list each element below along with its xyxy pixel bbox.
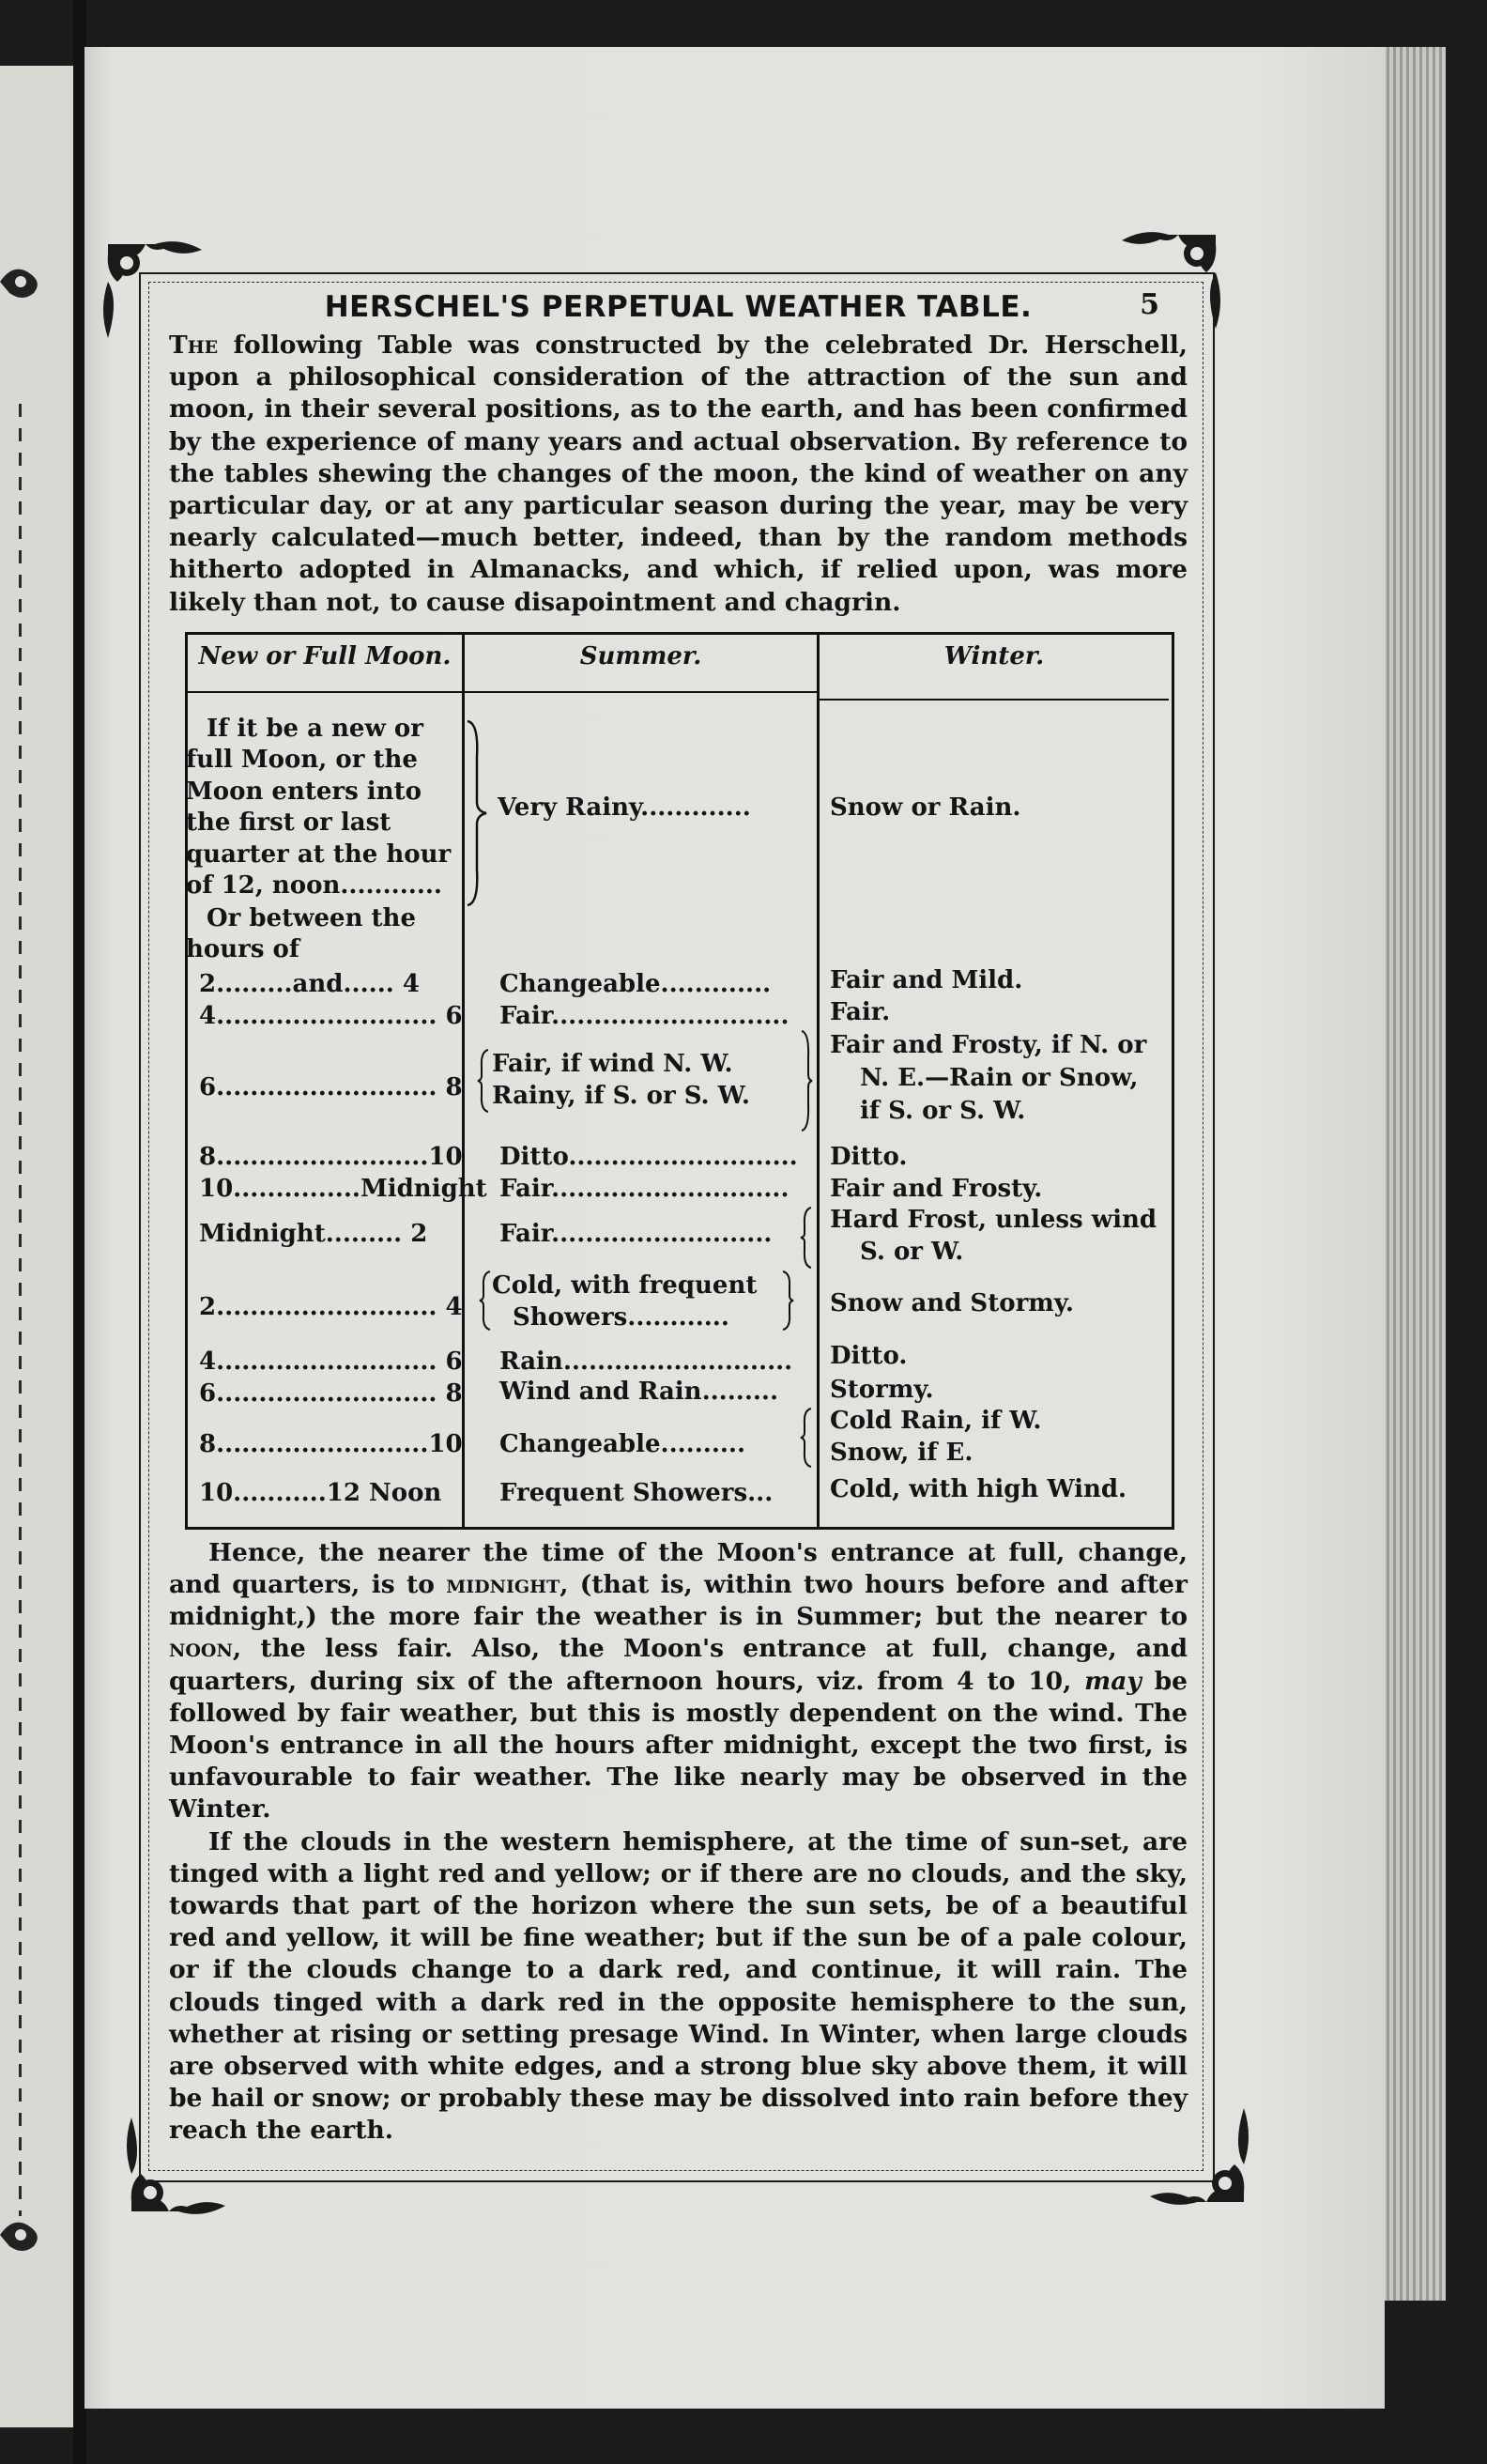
- row-summer: Changeable.............: [499, 969, 772, 998]
- row-moon: 4.......................... 6: [199, 1347, 463, 1376]
- row-winter: Snow and Stormy.: [830, 1288, 1074, 1317]
- brace-icon: [477, 1048, 490, 1114]
- moon-line: full Moon, or the: [186, 746, 418, 775]
- row-summer: Rain...........................: [499, 1347, 793, 1376]
- row-moon: 8.........................10: [199, 1142, 463, 1171]
- row-winter: Stormy.: [830, 1375, 934, 1404]
- row-winter: [830, 1405, 1041, 1469]
- row-moon: 10...............Midnight: [199, 1174, 487, 1203]
- winter-line: Hard Frost, unless wind: [830, 1205, 1157, 1234]
- row-summer: Fair..........................: [499, 1219, 773, 1248]
- row-summer: Fair............................: [499, 1174, 789, 1203]
- first-row-moon: [186, 714, 458, 902]
- header-new-or-full-moon: New or Full Moon.: [198, 641, 452, 670]
- row-winter: Cold, with high Wind.: [830, 1474, 1127, 1503]
- page-title: HERSCHEL'S PERPETUAL WEATHER TABLE.: [324, 290, 1033, 324]
- after-table-text: [169, 1537, 1188, 2148]
- row-moon: 8.........................10: [199, 1429, 463, 1458]
- summer-line: Rainy, if S. or S. W.: [492, 1081, 750, 1110]
- summer-line: Showers............: [513, 1302, 729, 1332]
- header-winter: Winter.: [943, 641, 1045, 670]
- hence-paragraph: [169, 1537, 1188, 1826]
- row-moon: 2.......................... 4: [199, 1292, 463, 1321]
- winter-line: if S. or S. W.: [860, 1096, 1026, 1125]
- between-heading: [186, 903, 458, 966]
- may-text: may: [1084, 1666, 1142, 1696]
- column-divider: [817, 635, 820, 1527]
- header-rule: [188, 691, 462, 693]
- row-moon: Midnight......... 2: [199, 1219, 428, 1248]
- winter-line: N. E.—Rain or Snow,: [860, 1063, 1139, 1092]
- row-winter: Ditto.: [830, 1341, 908, 1370]
- row-winter: [830, 1029, 1146, 1128]
- intro-paragraph: [169, 330, 1188, 619]
- row-winter: Fair and Frosty.: [830, 1174, 1043, 1203]
- row-moon: 4.......................... 6: [199, 1001, 463, 1030]
- row-winter: Fair and Mild.: [830, 965, 1023, 994]
- between-line: hours of: [186, 935, 300, 964]
- text-run: , the less fair. Also, the Moon's entrance at full, change, and quarters, during six of the afternoon hours, viz. from 4 to 10,: [169, 1634, 1188, 1696]
- winter-line: Snow, if E.: [830, 1438, 973, 1467]
- row-winter: Fair.: [830, 997, 891, 1026]
- intro-text: following Table was constructed by the celebrated Dr. Herschell, upon a philosophical consideration of the attraction of the sun and moon, in their several positions, as to the earth, and has been confirmed by the experience of many years and actual observation. By reference to the tables shewing the changes of the moon, the kind of weather on any particular day, or at any particular season during the year, may be very nearly calculated—much better, indeed, than by the random methods hitherto adopted in Almanacks, and which, if relied upon, was more likely than not, to cause disapointment and chagrin.: [169, 331, 1188, 617]
- text-run: , (that is, within two hours before and after midnight,) the more fair the weather is in Summer; but the nearer to: [169, 1570, 1188, 1632]
- page-number: 5: [1140, 288, 1159, 321]
- winter-line: S. or W.: [860, 1237, 964, 1266]
- row-summer: Ditto...........................: [499, 1142, 798, 1171]
- header-rule: [465, 691, 817, 693]
- weather-table: [185, 632, 1174, 1530]
- clouds-paragraph: If the clouds in the western hemisphere, at the time of sun-set, are tinged with a light red and yellow; or if there are no clouds, and the sky, towards that part of the horizon where the sun sets, be of a beautiful red and yellow, it will be fine weather; but if the sun be of a pale colour, or if the clouds change to a dark red, and continue, it will rain. The clouds tinged with a dark red in the opposite hemisphere to the sun, whether at rising or setting presage Wind. In Winter, when large clouds are observed with white edges, and a strong blue sky above them, it will be hail or snow; or probably these may be dissolved into rain before they reach the earth.: [169, 1826, 1188, 2146]
- row-winter: Ditto.: [830, 1142, 908, 1171]
- row-moon: 6.......................... 8: [199, 1378, 463, 1408]
- summer-line: Cold, with frequent: [492, 1270, 758, 1300]
- row-moon: 2.........and...... 4: [199, 969, 420, 998]
- brace-icon: [800, 1029, 813, 1132]
- intro-dropcap: The: [169, 331, 219, 360]
- first-row-summer: Very Rainy.............: [498, 793, 751, 822]
- left-page-border: [19, 404, 22, 2216]
- moon-line: of 12, noon............: [186, 871, 442, 901]
- header-summer: Summer.: [579, 641, 702, 670]
- between-line: Or between the: [207, 903, 417, 932]
- ornament-icon: [0, 263, 49, 302]
- header-rule: [820, 699, 1169, 701]
- page-content: [169, 286, 1188, 2148]
- row-summer: [492, 1270, 757, 1333]
- noon-text: noon: [169, 1634, 233, 1664]
- row-summer: Fair............................: [499, 1001, 789, 1030]
- winter-line: Fair and Frosty, if N. or: [830, 1030, 1147, 1059]
- text-run: be followed by fair weather, but this is mostly dependent on the wind. The Moon's entrance in all the hours after midnight, except the two first, is unfavourable to fair weather. The like nearly may be observed in the Winter.: [169, 1666, 1188, 1825]
- row-summer: Wind and Rain.........: [499, 1377, 779, 1406]
- brace-icon: [781, 1270, 794, 1332]
- row-summer: Frequent Showers...: [499, 1478, 774, 1507]
- row-summer: Changeable..........: [499, 1429, 746, 1458]
- winter-line: Cold Rain, if W.: [830, 1406, 1042, 1435]
- midnight-text: midnight: [446, 1570, 560, 1600]
- row-moon: 6.......................... 8: [199, 1072, 463, 1101]
- row-summer: [492, 1048, 750, 1112]
- ornament-icon: [0, 2216, 49, 2256]
- first-row-winter: Snow or Rain.: [830, 793, 1021, 822]
- moon-line: If it be a new or: [207, 714, 423, 743]
- page-edges: [1380, 47, 1446, 2301]
- row-winter: [830, 1204, 1157, 1268]
- brace-icon: [800, 1206, 813, 1270]
- row-moon: 10...........12 Noon: [199, 1478, 442, 1507]
- moon-line: Moon enters into: [186, 777, 422, 806]
- text-run: Hence, the nearer the time of the Moon's entrance at full, change, and quarters, is to: [169, 1537, 1188, 1600]
- brace-icon: [466, 719, 488, 907]
- left-page-edge: [0, 66, 75, 2427]
- moon-line: the first or last: [186, 808, 391, 838]
- header: [169, 286, 1188, 330]
- moon-line: quarter at the hour: [186, 839, 452, 869]
- brace-icon: [800, 1407, 813, 1469]
- brace-icon: [479, 1270, 492, 1332]
- summer-line: Fair, if wind N. W.: [492, 1049, 733, 1078]
